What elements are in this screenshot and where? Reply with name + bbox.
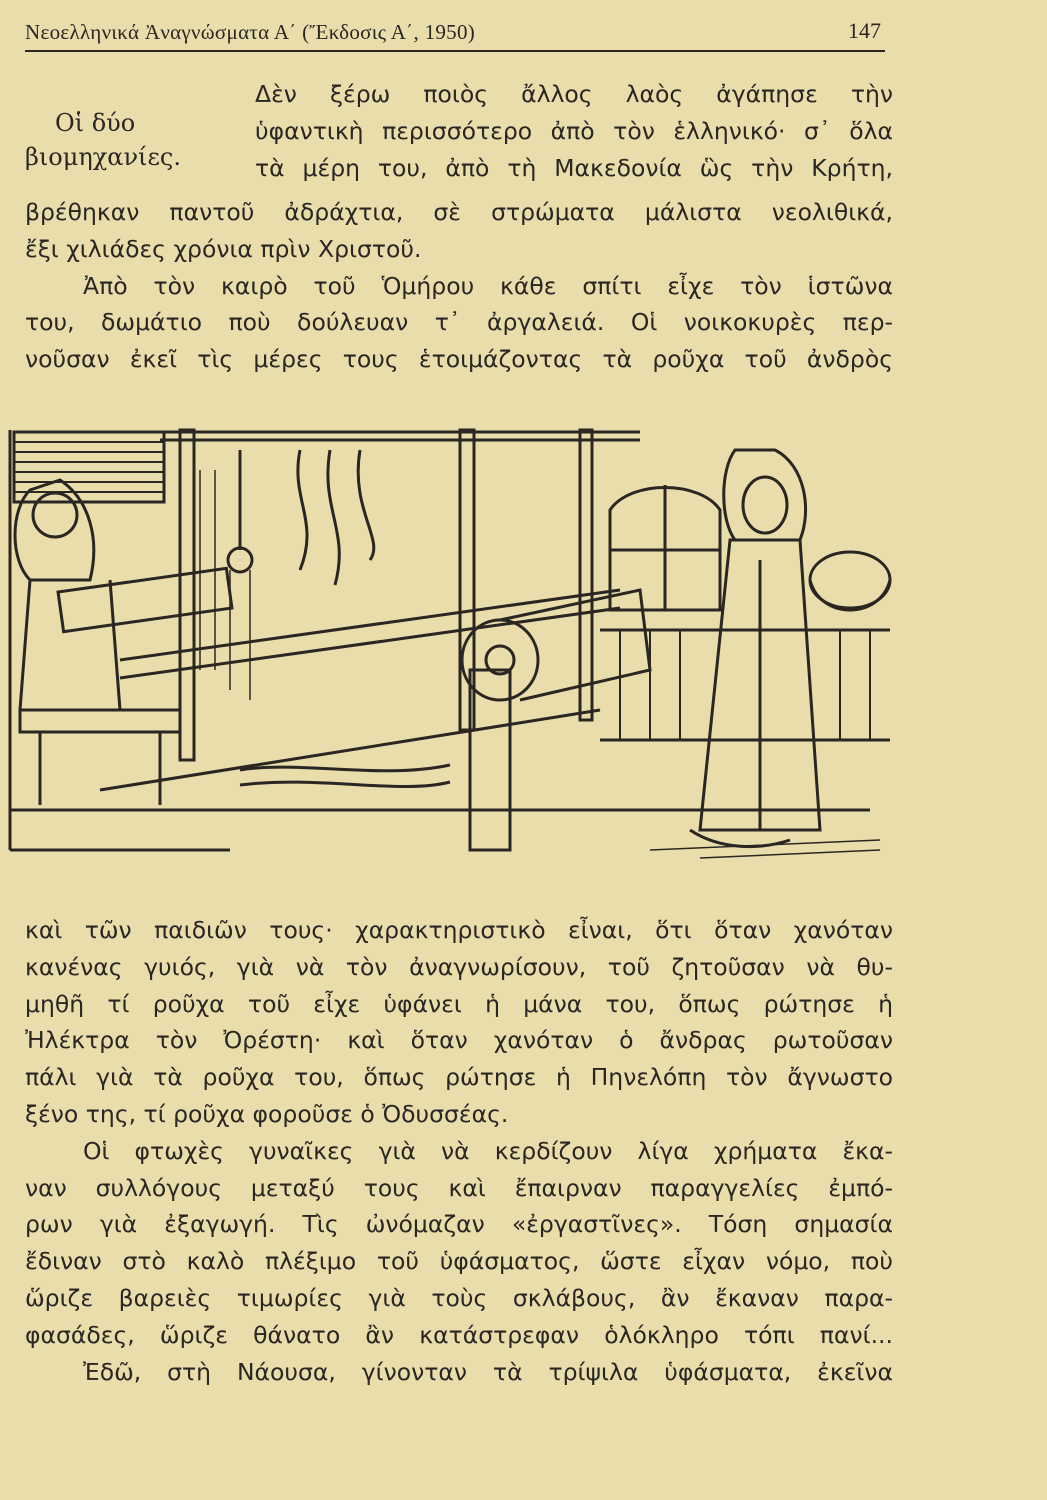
continuation-section [25,912,893,1390]
page-header [25,14,885,52]
paragraph-line: μηθῆ τί ροῦχα τοῦ εἶχε ὑφάνει ἡ μάνα του, ὅπως ρώτησε ἡ [25,989,893,1018]
paragraph-line: τὰ μέρη του, ἀπὸ τὴ Μακεδονία ὣς τὴν Κρήτη, [255,153,893,182]
paragraph-line: ρων γιὰ ἐξαγωγή. Τὶς ὠνόμαζαν «ἐργαστῖνες». Τόση σημασία [25,1210,893,1239]
paragraph-line: Δὲν ξέρω ποιὸς ἄλλος λαὸς ἀγάπησε τὴν [255,80,893,108]
margin-heading [25,106,245,174]
paragraph-line: ξένο της, τί ροῦχα φοροῦσε ὁ Ὀδυσσέας. [25,1099,509,1128]
paragraph-line: ὥριζε βαρειὲς τιμωρίες γιὰ τοὺς σκλάβους, ἂν ἔκαναν παρα- [25,1283,893,1312]
paragraph-line: του, δωμάτιο ποὺ δούλευαν τ᾿ ἀργαλειά. Οἱ νοικοκυρὲς περ- [25,308,893,337]
paragraph-line: καὶ τῶν παιδιῶν τους· χαρακτηριστικὸ εἶναι, ὅτι ὅταν χανόταν [25,916,893,944]
paragraph-line: νοῦσαν ἐκεῖ τὶς μέρες τους ἑτοιμάζοντας τὰ ροῦχα τοῦ ἀνδρὸς [25,345,893,374]
intro-first-lines [255,76,893,186]
paragraph-line: ὑφαντικὴ περισσότερο ἀπὸ τὸν ἑλληνικό· σ᾿ ὅλα [255,116,893,145]
paragraph-line: κανένας γυιός, γιὰ νὰ τὸν ἀναγνωρίσουν, τοῦ ζητοῦσαν νὰ θυ- [25,952,893,981]
paragraph-line: πάλι γιὰ τὰ ροῦχα του, ὅπως ρώτησε ἡ Πηνελόπη τὸν ἄγνωστο [25,1063,893,1092]
paragraph-line: Ἐδῶ, στὴ Νάουσα, γίνονταν τὰ τρίψιλα ὑφάσματα, ἐκεῖνα [83,1357,893,1386]
intro-rest-lines [25,194,893,378]
paragraph-line: ναν συλλόγους μεταξύ τους καὶ ἔπαιρναν παραγγελίες ἐμπό- [25,1173,893,1202]
paragraph-line: ἔδιναν στὸ καλὸ πλέξιμο τοῦ ὑφάσματος, ὥστε εἶχαν νόμο, ποὺ [25,1247,893,1276]
running-title: Νεοελληνικά Ἀναγνώσματα Α΄ (Ἔκδοσις Α΄, 1950) [25,20,476,44]
page-number: 147 [848,18,881,43]
paragraph-line: Ἠλέκτρα τὸν Ὀρέστη· καὶ ὅταν χανόταν ὁ ἄνδρας ρωτοῦσαν [25,1026,893,1055]
margin-heading-line-2: βιομηχανίες. [25,143,181,171]
paragraph-line: βρέθηκαν παντοῦ ἀδράχτια, σὲ στρώματα μάλιστα νεολιθικά, [25,198,893,226]
paragraph-line: ἔξι χιλιάδες χρόνια πρὶν Χριστοῦ. [25,234,422,263]
paragraph-line: Ἀπὸ τὸν καιρὸ τοῦ Ὁμήρου κάθε σπίτι εἶχε τὸν ἱστῶνα [83,271,893,300]
woodcut-loom-illustration-icon [0,410,900,890]
paragraph-line: φασάδες, ὥριζε θάνατο ἂν κατάστρεφαν ὁλόκληρο τόπι πανί... [25,1320,893,1349]
paragraph-line: Οἱ φτωχὲς γυναῖκες γιὰ νὰ κερδίζουν λίγα χρήματα ἔκα- [83,1136,893,1165]
margin-heading-line-1: Οἱ δύο [55,109,136,137]
